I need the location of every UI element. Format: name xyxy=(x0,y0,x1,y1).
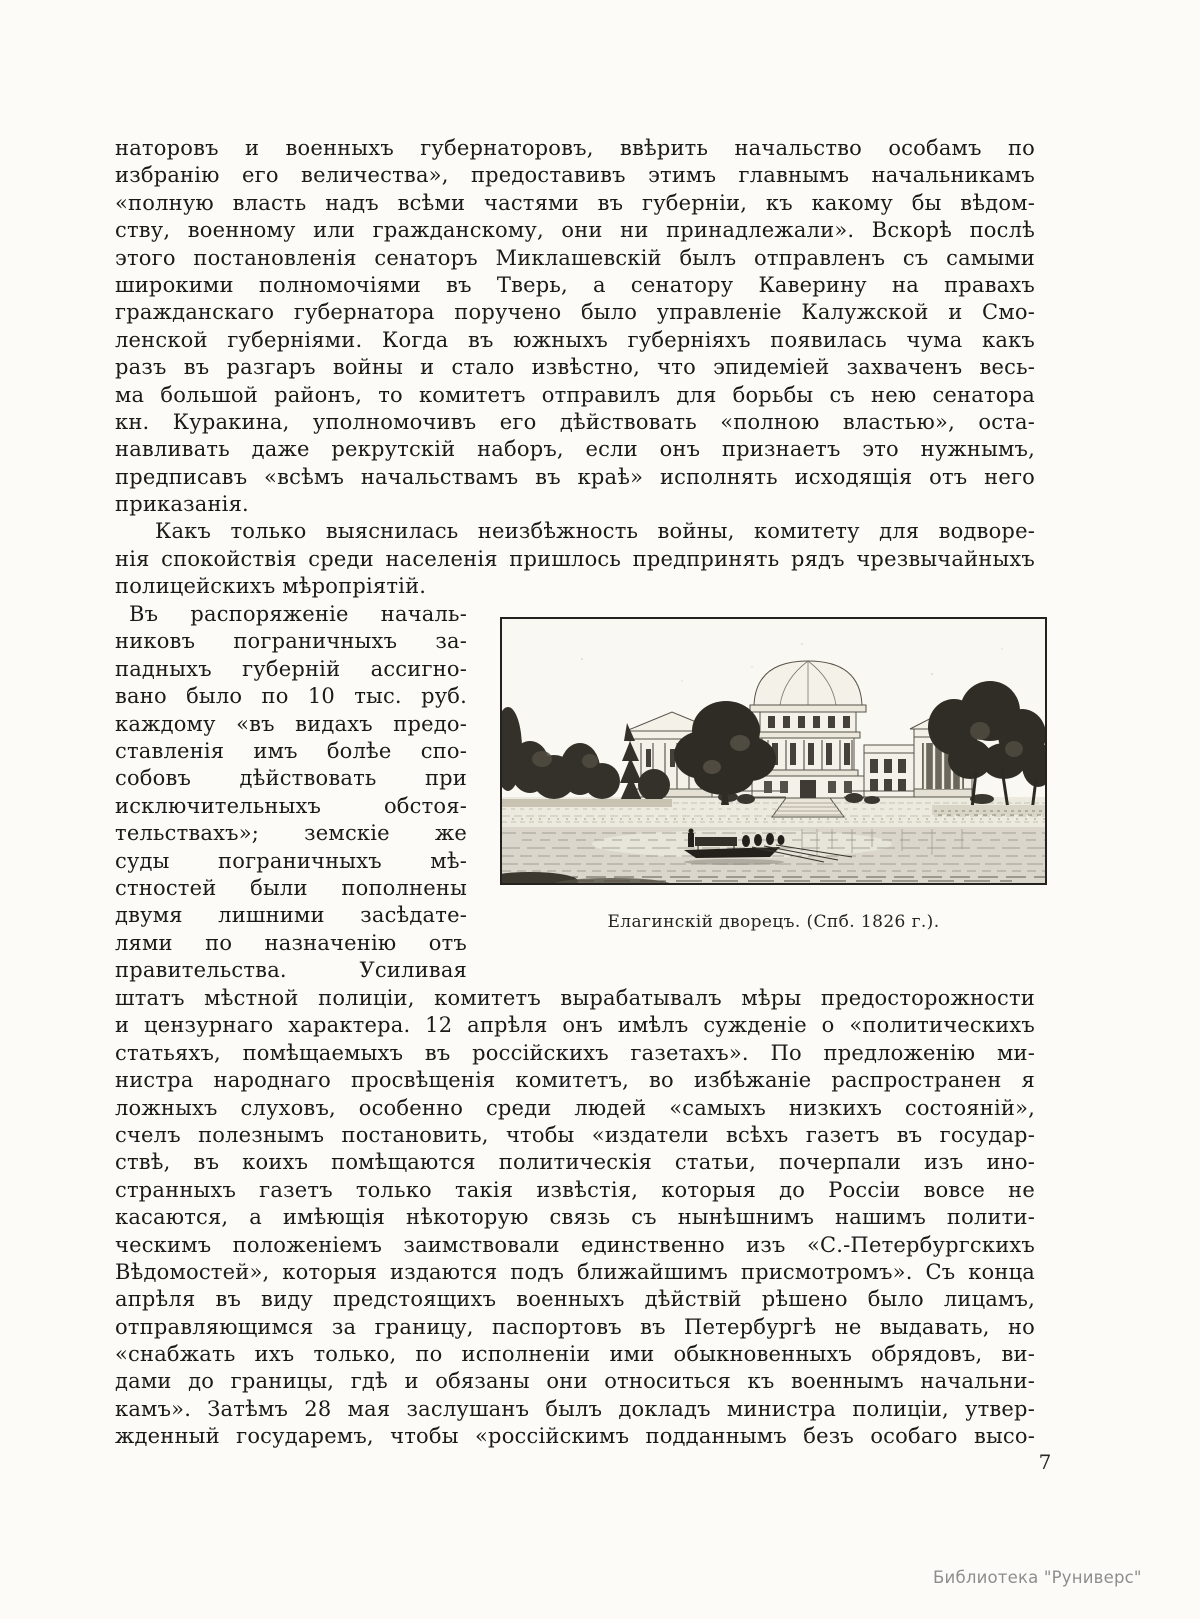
text-line: ма большой районъ, то комитетъ отправилъ для борьбы съ нею сенатора xyxy=(115,382,1035,407)
text-line: «полную власть надъ всѣми частями въ губерніи, къ какому бы вѣдом- xyxy=(115,190,1035,215)
text-line: Въ распоряженіе началь- xyxy=(129,602,467,626)
text-line: вано было по 10 тыс. руб. xyxy=(115,684,467,709)
text-line: ству, военному или гражданскому, они ни принадлежали». Вскорѣ послѣ xyxy=(115,218,1035,243)
text-line: ческимъ положеніемъ заимствовали единственно изъ «С.-Петербургскихъ xyxy=(115,1232,1035,1257)
text-line: полицейскихъ мѣропріятій. xyxy=(115,574,427,599)
text-line: штатъ мѣстной полиціи, комитетъ вырабатывалъ мѣры предосторожности xyxy=(115,986,1035,1010)
text-line: касаются, а имѣющія нѣкоторую связь съ нынѣшнимъ нашимъ полити- xyxy=(115,1205,1035,1230)
paragraph-second xyxy=(115,518,1035,600)
palace-illustration xyxy=(500,617,1047,885)
text-line: дами до границы, гдѣ и обязаны они относиться къ военнымъ начальни- xyxy=(115,1369,1035,1394)
text-line: апрѣля въ виду предстоящихъ военныхъ дѣйствій рѣшено было лицамъ, xyxy=(115,1287,1035,1312)
text-line: двумя лишними засѣдате- xyxy=(115,903,467,928)
text-line: ставленія имъ болѣе спо- xyxy=(115,738,467,763)
text-line: Вѣдомостей», которыя издаются подъ ближайшимъ присмотромъ». Съ конца xyxy=(115,1259,1035,1284)
text-line: лями по назначенію отъ xyxy=(115,930,467,955)
text-line: суды пограничныхъ мѣ- xyxy=(115,848,467,873)
text-line: исключительныхъ обстоя- xyxy=(115,793,467,818)
text-line: Какъ только выяснилась неизбѣжность войны, комитету для водворе- xyxy=(155,519,1035,544)
text-line: приказанія. xyxy=(115,492,249,517)
body-text-lower xyxy=(115,985,1035,1451)
palace-engraving-image xyxy=(502,619,1045,883)
text-line: гражданскаго губернатора поручено было управленіе Калужской и Смо- xyxy=(115,300,1035,325)
text-line: этого постановленія сенаторъ Миклашевскій былъ отправленъ съ самыми xyxy=(115,245,1035,270)
text-line: каждому «въ видахъ предо- xyxy=(115,711,467,736)
body-text-column xyxy=(115,601,467,984)
text-line: избранію его величества», предоставивъ этимъ главнымъ начальникамъ xyxy=(115,163,1035,188)
text-line: разъ въ разгаръ войны и стало извѣстно, что эпидеміей захваченъ весь- xyxy=(115,355,1035,380)
text-line: тельствахъ»; земскіе же xyxy=(115,821,467,846)
text-line: падныхъ губерній ассигно- xyxy=(115,656,467,681)
text-line: широкими полномочіями въ Тверь, а сенатору Каверину на правахъ xyxy=(115,272,1035,297)
paragraph-continuation xyxy=(115,135,1035,518)
body-text-upper xyxy=(115,135,1035,601)
text-line: нистра народнаго просвѣщенія комитетъ, во избѣжаніе распространен я xyxy=(115,1068,1035,1093)
text-line: «снабжать ихъ только, по исполненіи ими обыкновенныхъ обрядовъ, ви- xyxy=(115,1342,1035,1367)
text-line: статьяхъ, помѣщаемыхъ въ россійскихъ газетахъ». По предложенію ми- xyxy=(115,1040,1035,1065)
page-number: 7 xyxy=(1038,1450,1052,1474)
library-watermark: Библиотека "Руниверс" xyxy=(933,1568,1142,1587)
text-line: камъ». Затѣмъ 28 мая заслушанъ былъ докладъ министра полиціи, утвер- xyxy=(115,1396,1035,1421)
text-line: навливать даже рекрутскій наборъ, если онъ признаетъ это нужнымъ, xyxy=(115,437,1035,462)
text-line: ленской губерніями. Когда въ южныхъ губерніяхъ появилась чума какъ xyxy=(115,327,1035,352)
text-line: кн. Куракина, уполномочивъ его дѣйствовать «полною властью», оста- xyxy=(115,409,1035,434)
text-line: и цензурнаго характера. 12 апрѣля онъ имѣлъ сужденіе о «политическихъ xyxy=(115,1013,1035,1038)
text-line: жденный государемъ, чтобы «россійскимъ подданнымъ безъ особаго высо- xyxy=(115,1424,1035,1449)
text-line: ствѣ, въ коихъ помѣщаются политическія статьи, почерпали изъ ино- xyxy=(115,1150,1035,1175)
text-line: никовъ пограничныхъ за- xyxy=(115,629,467,654)
text-line: странныхъ газетъ только такія извѣстія, которыя до Россіи вовсе не xyxy=(115,1177,1035,1202)
figure-caption: Елагинскій дворецъ. (Спб. 1826 г.). xyxy=(607,912,940,932)
text-line: нія спокойствія среди населенія пришлось предпринять рядъ чрезвычайныхъ xyxy=(115,546,1035,571)
text-line: предписавъ «всѣмъ начальствамъ въ краѣ» исполнять исходящія отъ него xyxy=(115,464,1035,489)
text-line: стностей были пополнены xyxy=(115,875,467,900)
text-line: правительства. Усиливая xyxy=(115,958,467,983)
text-line: счелъ полезнымъ постановить, чтобы «издатели всѣхъ газетъ въ государ- xyxy=(115,1122,1035,1147)
text-line: отправляющимся за границу, паспортовъ въ Петербургѣ не выдавать, но xyxy=(115,1314,1035,1339)
text-line: собовъ дѣйствовать при xyxy=(115,766,467,791)
text-line: наторовъ и военныхъ губернаторовъ, ввѣрить начальство особамъ по xyxy=(115,136,1035,160)
text-line: ложныхъ слуховъ, особенно среди людей «самыхъ низкихъ состояній», xyxy=(115,1095,1035,1120)
